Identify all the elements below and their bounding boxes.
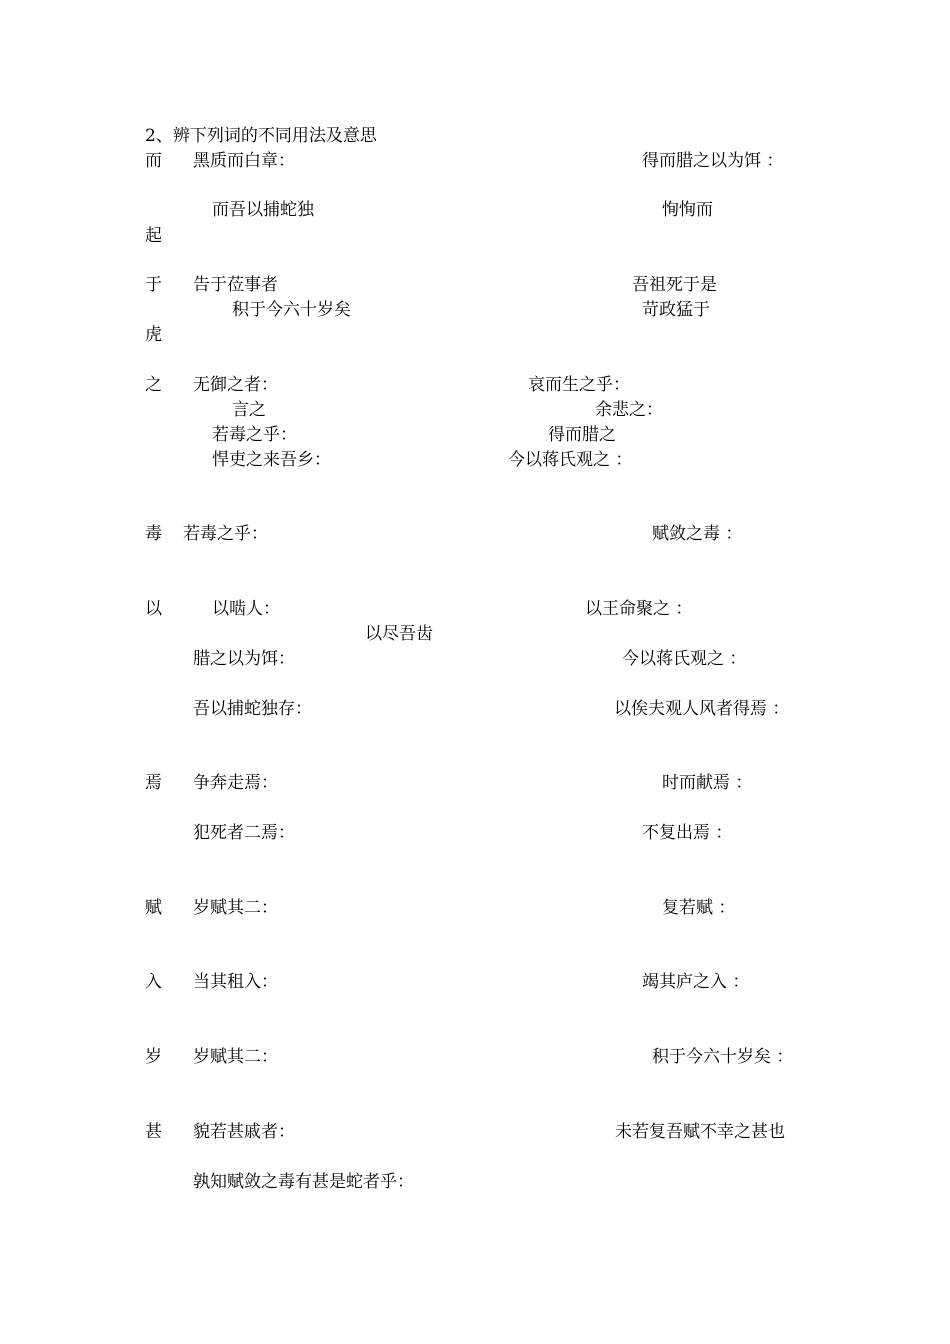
shen-phrase-2: 未若复吾赋不幸之甚也 — [615, 1122, 785, 1142]
er-phrase-1: 黑质而白章： — [193, 151, 295, 171]
yan-phrase-3: 犯死者二焉： — [193, 823, 295, 843]
yu-phrase-3: 积于今六十岁矣 — [232, 300, 351, 320]
word-sui: 岁 — [145, 1047, 162, 1067]
section-heading: 2、辨下列词的不同用法及意思 — [145, 126, 377, 146]
yu-phrase-4: 苛政猛于 — [642, 300, 710, 320]
word-yu: 于 — [145, 275, 162, 295]
er-phrase-4-wrap: 起 — [145, 226, 162, 246]
ru-phrase-2: 竭其庐之入 ： — [642, 972, 750, 992]
yu-phrase-4-wrap: 虎 — [145, 325, 162, 345]
yi-phrase-7: 以俟夫观人风者得焉 ： — [614, 699, 790, 719]
fu-phrase-2: 复若赋 ： — [662, 898, 736, 918]
yi-phrase-3: 以尽吾齿 — [365, 624, 433, 644]
du-phrase-2: 赋敛之毒 ： — [652, 524, 743, 544]
er-phrase-4: 恂恂而 — [662, 200, 713, 220]
zhi-phrase-5: 若毒之乎： — [212, 425, 297, 445]
word-er: 而 — [145, 151, 162, 171]
zhi-phrase-7: 悍吏之来吾乡： — [212, 450, 331, 470]
zhi-phrase-2: 哀而生之乎： — [528, 375, 630, 395]
yan-phrase-2: 时而献焉 ： — [662, 773, 753, 793]
shen-phrase-1: 貌若甚戚者： — [193, 1122, 295, 1142]
shen-phrase-3: 孰知赋敛之毒有甚是蛇者乎： — [193, 1172, 414, 1192]
word-du: 毒 — [145, 524, 162, 544]
zhi-phrase-1: 无御之者： — [193, 375, 278, 395]
word-fu: 赋 — [145, 898, 162, 918]
du-phrase-1: 若毒之乎： — [183, 524, 268, 544]
word-zhi: 之 — [145, 375, 162, 395]
yu-phrase-2: 吾祖死于是 — [632, 275, 717, 295]
yi-phrase-5: 今以蒋氏观之 ： — [622, 649, 747, 669]
yi-phrase-6: 吾以捕蛇独存： — [193, 699, 312, 719]
zhi-phrase-3: 言之 — [232, 400, 266, 420]
yan-phrase-1: 争奔走焉： — [193, 773, 278, 793]
er-phrase-3: 而吾以捕蛇独 — [212, 200, 314, 220]
ru-phrase-1: 当其租入： — [193, 972, 278, 992]
zhi-phrase-6: 得而腊之 — [548, 425, 616, 445]
yu-phrase-1: 告于莅事者 — [193, 275, 278, 295]
yi-phrase-2: 以王命聚之 ： — [585, 599, 693, 619]
yi-phrase-1: 以啮人： — [212, 599, 280, 619]
word-ru: 入 — [145, 972, 162, 992]
word-yi: 以 — [145, 599, 162, 619]
word-shen: 甚 — [145, 1122, 162, 1142]
er-phrase-2: 得而腊之以为饵 ： — [642, 151, 784, 171]
fu-phrase-1: 岁赋其二： — [193, 898, 278, 918]
word-yan: 焉 — [145, 773, 162, 793]
yi-phrase-4: 腊之以为饵： — [193, 649, 295, 669]
yan-phrase-4: 不复出焉 ： — [642, 823, 733, 843]
zhi-phrase-4: 余悲之： — [595, 400, 663, 420]
zhi-phrase-8: 今以蒋氏观之 ： — [508, 450, 633, 470]
sui-phrase-1: 岁赋其二： — [193, 1047, 278, 1067]
sui-phrase-2: 积于今六十岁矣 ： — [652, 1047, 794, 1067]
